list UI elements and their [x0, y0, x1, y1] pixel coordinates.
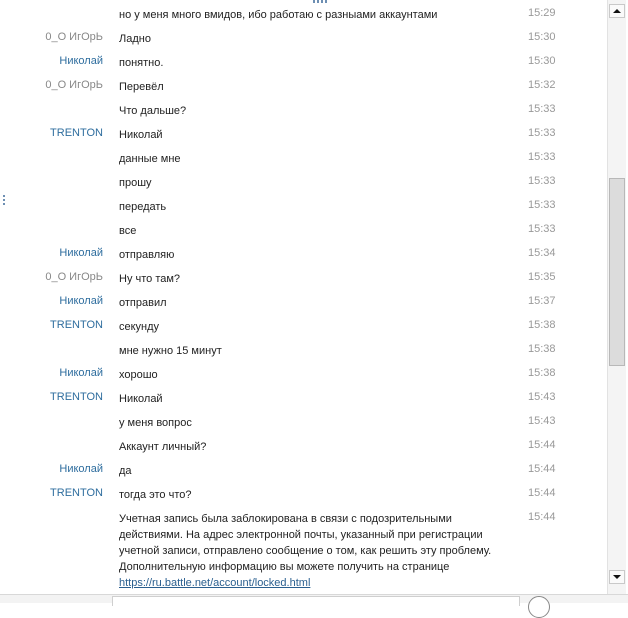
message-row [0, 384, 606, 408]
message-text: да [119, 465, 132, 477]
message-line: Дополнительную информацию вы можете получить на странице [119, 561, 450, 573]
message-row [0, 312, 606, 336]
message-row [0, 120, 606, 144]
message-author[interactable]: TRENTON [50, 319, 103, 331]
message-row [0, 192, 606, 216]
message-text: Ну что там? [119, 273, 181, 285]
scroll-up-button[interactable] [609, 4, 625, 18]
message-time: 15:44 [528, 439, 556, 451]
message-time: 15:33 [528, 175, 556, 187]
message-author[interactable]: TRENTON [50, 487, 103, 499]
arrow-down-icon [613, 575, 621, 579]
message-row [0, 216, 606, 240]
message-author[interactable]: Николай [59, 367, 103, 379]
message-row [0, 288, 606, 312]
message-text: хорошо [119, 369, 158, 381]
message-author[interactable]: Николай [59, 463, 103, 475]
message-time: 15:34 [528, 247, 556, 259]
message-text: секунду [119, 321, 160, 333]
message-time: 15:30 [528, 31, 556, 43]
message-author[interactable]: Николай [59, 55, 103, 67]
message-row [0, 0, 606, 24]
message-row [0, 48, 606, 72]
message-text: передать [119, 201, 167, 213]
message-text: данные мне [119, 153, 181, 165]
message-row [0, 240, 606, 264]
message-text: Перевёл [119, 81, 164, 93]
message-line: действиями. На адрес электронной почты, указанный при регистрации [119, 529, 483, 541]
message-author[interactable]: Николай [59, 295, 103, 307]
message-author[interactable]: 0_О ИгОрЬ [45, 79, 103, 91]
message-author[interactable]: 0_О ИгОрЬ [45, 31, 103, 43]
message-row [0, 480, 606, 504]
message-text: отправляю [119, 249, 175, 261]
message-time: 15:33 [528, 127, 556, 139]
message-time: 15:38 [528, 343, 556, 355]
message-time: 15:37 [528, 295, 556, 307]
message-row [0, 144, 606, 168]
message-text: Николай [119, 393, 163, 405]
message-time: 15:33 [528, 103, 556, 115]
message-time: 15:44 [528, 511, 556, 523]
message-time: 15:44 [528, 487, 556, 499]
message-text: Что дальше? [119, 105, 187, 117]
message-time: 15:38 [528, 367, 556, 379]
message-text: мне нужно 15 минут [119, 345, 222, 357]
message-author[interactable]: 0_О ИгОрЬ [45, 271, 103, 283]
message-line: учетной записи, отправлено сообщение о том, как решить эту проблему. [119, 545, 492, 557]
message-author[interactable]: TRENTON [50, 127, 103, 139]
message-row [0, 336, 606, 360]
scrollbar-thumb[interactable] [609, 178, 625, 366]
message-text: отправил [119, 297, 167, 309]
message-text: Ладно [119, 33, 151, 45]
scroll-down-button[interactable] [609, 570, 625, 584]
message-text: но у меня много вмидов, ибо работаю с разныами аккаунтами [119, 9, 438, 21]
message-row [0, 508, 606, 594]
message-row [0, 456, 606, 480]
message-time: 15:38 [528, 319, 556, 331]
message-time: 15:43 [528, 391, 556, 403]
chat-scrollbar[interactable] [607, 0, 626, 594]
message-input[interactable] [112, 596, 520, 606]
message-row [0, 72, 606, 96]
message-text: все [119, 225, 137, 237]
message-text: Николай [119, 129, 163, 141]
message-time: 15:33 [528, 223, 556, 235]
message-text: тогда это что? [119, 489, 192, 501]
message-line: Учетная запись была заблокирована в связи с подозрительными [119, 513, 452, 525]
message-text: понятно. [119, 57, 164, 69]
message-time: 15:30 [528, 55, 556, 67]
message-time: 15:33 [528, 199, 556, 211]
message-row [0, 360, 606, 384]
message-row [0, 432, 606, 456]
send-button[interactable] [528, 596, 550, 618]
message-text: у меня вопрос [119, 417, 192, 429]
message-time: 15:43 [528, 415, 556, 427]
message-text: прошу [119, 177, 152, 189]
message-text: Аккаунт личный? [119, 441, 207, 453]
message-row [0, 24, 606, 48]
message-author[interactable]: Николай [59, 247, 103, 259]
arrow-up-icon [613, 9, 621, 13]
message-row [0, 264, 606, 288]
message-time: 15:35 [528, 271, 556, 283]
message-author[interactable]: TRENTON [50, 391, 103, 403]
message-text [119, 511, 511, 591]
message-row [0, 168, 606, 192]
message-time: 15:33 [528, 151, 556, 163]
message-time: 15:44 [528, 463, 556, 475]
message-time: 15:29 [528, 7, 556, 19]
message-time: 15:32 [528, 79, 556, 91]
message-row [0, 96, 606, 120]
account-locked-link[interactable]: https://ru.battle.net/account/locked.html [119, 577, 311, 589]
message-row [0, 408, 606, 432]
